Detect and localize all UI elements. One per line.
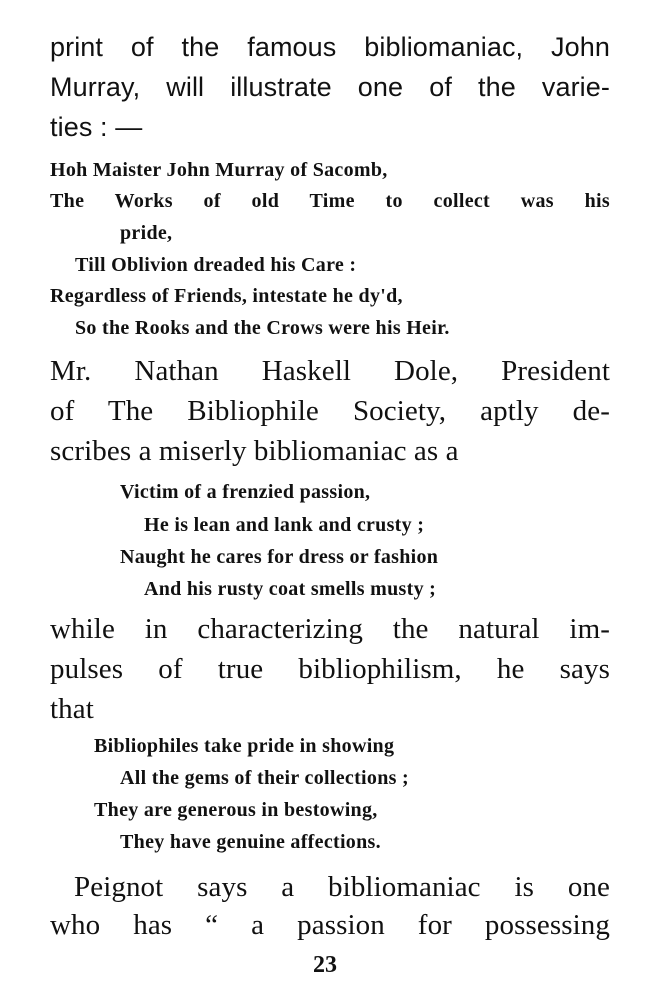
poem-3-line-2: All the gems of their collections ; [120,767,409,789]
poem-2-line-1: Victim of a frenzied passion, [120,481,371,503]
poem-3-line-4: They have genuine affections. [120,831,381,853]
poem-2-line-2: He is lean and lank and crusty ; [144,514,425,536]
page-number: 23 [313,952,337,978]
paragraph-1-line-2: Murray, will illustrate one of the varie- [50,72,610,102]
poem-1-line-5: Regardless of Friends, intestate he dy'd, [50,285,403,307]
paragraph-1-line-1: print of the famous bibliomaniac, John [50,32,610,62]
paragraph-3-line-3: that [50,693,94,725]
poem-1-line-1: Hoh Maister John Murray of Sacomb, [50,159,388,181]
poem-2-line-3: Naught he cares for dress or fashion [120,546,439,568]
paragraph-4-line-2: who has “ a passion for possessing [50,909,610,941]
poem-1-line-6: So the Rooks and the Crows were his Heir. [75,317,450,339]
paragraph-4-line-1: Peignot says a bibliomaniac is one [74,871,610,903]
poem-2-line-4: And his rusty coat smells musty ; [144,578,437,600]
paragraph-1-line-3: ties : — [50,112,143,142]
poem-3-line-1: Bibliophiles take pride in showing [94,735,395,757]
paragraph-2-line-1: Mr. Nathan Haskell Dole, President [50,355,610,387]
paragraph-2-line-2: of The Bibliophile Society, aptly de- [50,395,610,427]
poem-3-line-3: They are generous in bestowing, [94,799,378,821]
poem-1-line-3: pride, [120,222,173,244]
poem-1-line-4: Till Oblivion dreaded his Care : [75,254,357,276]
poem-1-line-2: The Works of old Time to collect was his [50,190,610,212]
paragraph-2-line-3: scribes a miserly bibliomaniac as a [50,435,459,467]
paragraph-3-line-1: while in characterizing the natural im- [50,613,610,645]
paragraph-3-line-2: pulses of true bibliophilism, he says [50,653,610,685]
